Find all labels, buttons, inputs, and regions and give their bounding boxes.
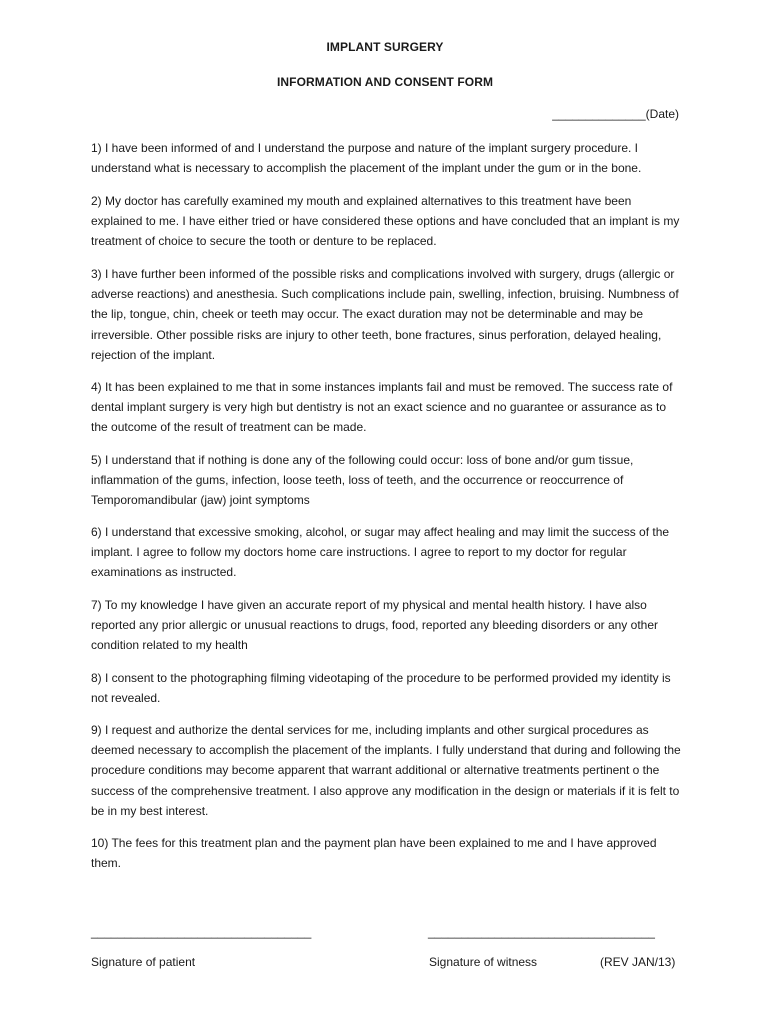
- patient-signature-line[interactable]: _________________________________: [91, 925, 312, 939]
- witness-signature-label: Signature of witness: [429, 955, 538, 969]
- clause-10: 10) The fees for this treatment plan and the payment plan have been explained to me and I have approved them.: [91, 836, 657, 871]
- clause-4: 4) It has been explained to me that in some instances implants fail and must be removed. The success rate of dental implant surgery is very high but dentistry is not an exact science and no guarantee or assurance as to the outcome of the result of treatment can be made.: [91, 380, 673, 435]
- revision-label: (REV JAN/13): [600, 955, 676, 969]
- date-field[interactable]: ______________(Date): [552, 107, 679, 121]
- form-title: IMPLANT SURGERY: [326, 40, 444, 54]
- clause-9: 9) I request and authorize the dental services for me, including implants and other surgical procedures as deemed necessary to accomplish the placement of the implants. I fully understand that during and following the procedure conditions may become apparent that warrant additional or alternative treatments pertinent o the success of the comprehensive treatment. I also approve any modification in the design or materials if it is felt to be in my best interest.: [91, 723, 681, 818]
- clause-5: 5) I understand that if nothing is done any of the following could occur: loss of bone and/or gum tissue, inflammation of the gums, infection, loose teeth, loss of teeth, and the occurrence or reoccurrence of Temporomandibular (jaw) joint symptoms: [91, 453, 634, 508]
- form-subtitle: INFORMATION AND CONSENT FORM: [276, 75, 494, 89]
- clause-1: 1) I have been informed of and I understand the purpose and nature of the implant surgery procedure. I understand what is necessary to accomplish the placement of the implant under the gum or in the bone.: [91, 141, 642, 176]
- clause-8: 8) I consent to the photographing filming videotaping of the procedure to be performed provided my identity is not revealed.: [91, 671, 671, 706]
- clause-7: 7) To my knowledge I have given an accurate report of my physical and mental health history. I have also reported any prior allergic or unusual reactions to drugs, food, reported any bleeding disorders or any other condition related to my health: [91, 598, 658, 653]
- clause-2: 2) My doctor has carefully examined my mouth and explained alternatives to this treatment have been explained to me. I have either tried or have considered these options and have concluded that an implant is my treatment of choice to secure the tooth or denture to be replaced.: [91, 194, 680, 249]
- clause-6: 6) I understand that excessive smoking, alcohol, or sugar may affect healing and may limit the success of the implant. I agree to follow my doctors home care instructions. I agree to report to my doctor for regular examinations as instructed.: [91, 525, 670, 580]
- clause-3: 3) I have further been informed of the possible risks and complications involved with surgery, drugs (allergic or adverse reactions) and anesthesia. Such complications include pain, swelling, infection, bruising. Numbness of the lip, tongue, chin, cheek or teeth may occur. The exact duration may not be determinable and may be irreversible. Other possible risks are injury to other teeth, bone fractures, sinus perforation, delayed healing, rejection of the implant.: [91, 267, 679, 362]
- witness-signature-line[interactable]: __________________________________: [428, 925, 655, 939]
- patient-signature-label: Signature of patient: [91, 955, 196, 969]
